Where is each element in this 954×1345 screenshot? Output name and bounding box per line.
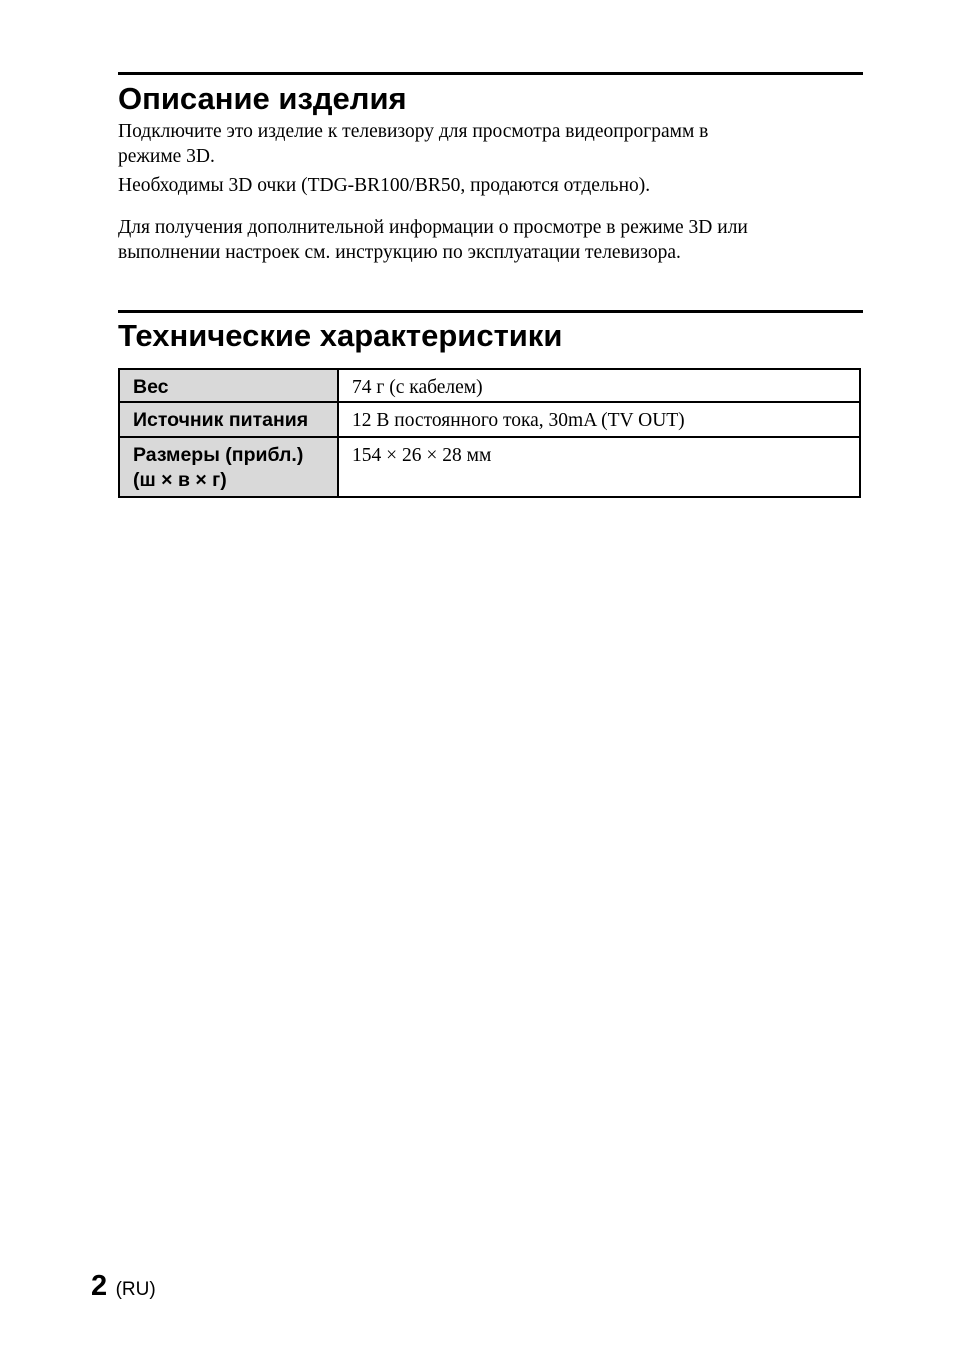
specs-table — [118, 368, 861, 498]
description-paragraph-2: Необходимы 3D очки (TDG-BR100/BR50, продаются отдельно). — [118, 175, 651, 196]
description-paragraph-3 — [118, 215, 863, 265]
description-paragraph-1-line-1: Подключите это изделие к телевизору для просмотра видеопрограмм в — [118, 121, 709, 142]
description-heading: Описание изделия — [118, 81, 407, 116]
spec-label-weight — [119, 369, 338, 402]
description-paragraph-1-line-2: режиме 3D. — [118, 146, 215, 167]
table-row — [119, 402, 860, 437]
section-rule — [118, 72, 863, 75]
spec-label-text: Вес — [133, 376, 169, 398]
spec-value-dimensions: 154 × 26 × 28 мм — [338, 437, 860, 497]
description-paragraph-3-line-2: выполнении настроек см. инструкцию по эксплуатации телевизора. — [118, 242, 681, 263]
description-section — [118, 72, 863, 265]
specs-heading: Технические характеристики — [118, 318, 563, 353]
table-row — [119, 437, 860, 497]
page-number: 2 — [91, 1270, 108, 1302]
description-paragraph-3-line-1: Для получения дополнительной информации о просмотре в режиме 3D или — [118, 217, 748, 238]
spec-value-power: 12 В постоянного тока, 30mA (TV OUT) — [338, 402, 860, 437]
spec-label-power — [119, 402, 338, 437]
spec-value-weight: 74 г (с кабелем) — [338, 369, 860, 402]
page-language: (RU) — [115, 1279, 156, 1300]
spec-label-text: (ш × в × г) — [133, 469, 227, 491]
description-paragraph-1 — [118, 119, 863, 169]
spec-label-text: Размеры (прибл.) — [133, 444, 304, 466]
spec-label-dimensions — [119, 437, 338, 497]
section-rule — [118, 310, 863, 313]
specs-section — [118, 310, 863, 351]
table-row — [119, 369, 860, 402]
spec-label-text: Источник питания — [133, 409, 309, 431]
page-footer — [91, 1270, 156, 1303]
